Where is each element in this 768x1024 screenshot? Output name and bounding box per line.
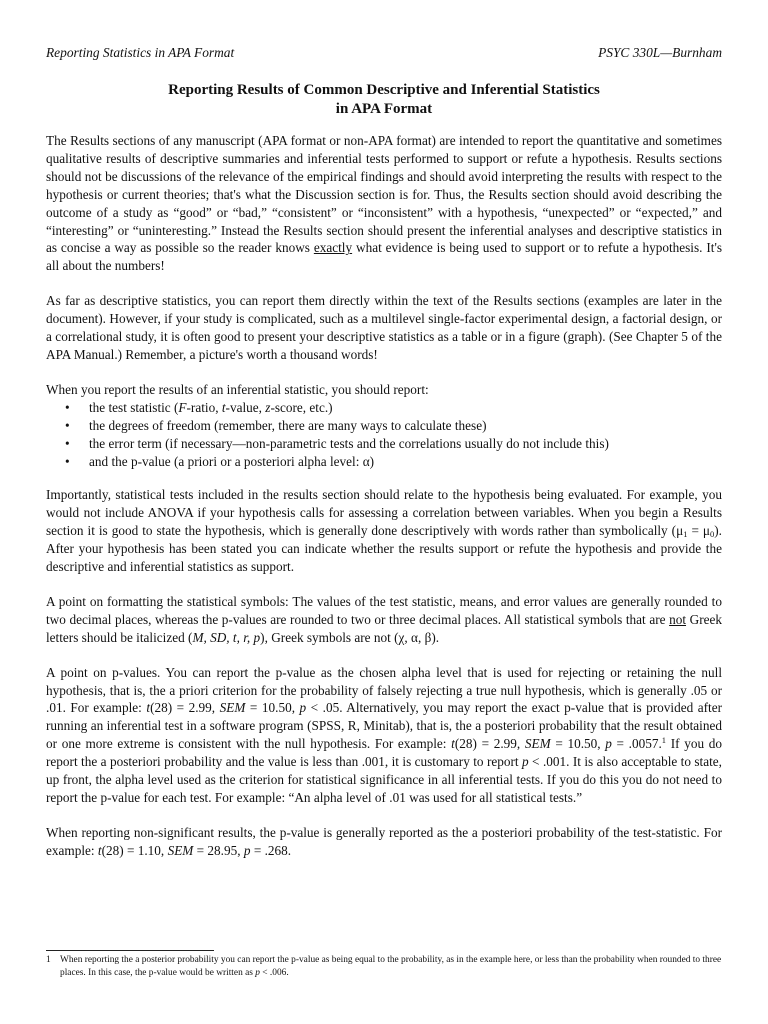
- footnote-text: [46, 954, 722, 979]
- text-span: A point on formatting the statistical symbols: The values of the test statistic, means, and error values are generally rounded to two decimal places, whereas the p-values are rounded to two or three decimal places. All statistical symbols that are: [46, 593, 722, 627]
- symbol-italic: SEM: [524, 736, 551, 752]
- symbol-italic: p: [255, 967, 260, 978]
- text-span: = 10.50,: [245, 700, 300, 716]
- symbol-italic: p: [299, 700, 307, 716]
- text-span: (28) = 1.10,: [101, 842, 168, 858]
- running-header: [46, 44, 722, 62]
- header-left: Reporting Statistics in APA Format: [46, 45, 235, 60]
- symbol-italic: p: [522, 754, 529, 770]
- text-span: the test statistic (: [89, 399, 179, 415]
- title-line-2: in APA Format: [335, 101, 433, 117]
- list-item: • the error term (if necessary—non-parametric tests and the correlations usually do not include this): [46, 435, 722, 453]
- text-span: ), Greek symbols are not (χ, α, β).: [260, 629, 440, 645]
- text-span: The Results sections of any manuscript (APA format or non-APA format) are intended to report the quantitative and sometimes qualitative results of descriptive summaries and inferential tests performed to support or refute a hypothesis. Results sections should not be discussions of the relevance of the empirical findings and should avoid interpreting the results with respect to the hypothesis or current theories; that's what the Discussion section is for. Thus, the Results section should avoid describing the outcome of a study as “good” or “bad,” “consistent” or “inconsistent” with a hypothesis, “unexpected” or “expected,” and “interesting” or “uninteresting.” Instead the Results section should present the inferential analyses and descriptive statistics in as concise a way as possible so the reader knows: [46, 133, 722, 256]
- text-span: = 28.95,: [193, 842, 244, 858]
- text-span: A point on p-values. You can report the p-value as the chosen alpha level that is used for rejecting or retaining the null hypothesis, that is, the a priori criterion for the probability of falsely rejecting a true null hypothesis, which is generally .05 or .01. For example:: [46, 664, 722, 716]
- footnote: [46, 954, 722, 979]
- list-item: [46, 399, 722, 417]
- symbol-italic: t: [451, 736, 455, 752]
- paragraph-descriptive-statistics: As far as descriptive statistics, you can report them directly within the text of the Results sections (examples are later in the document). However, if your study is complicated, such as a multilevel single-factor experimental design, a factorial design, or a correlational study, it is often good to present your descriptive statistics as a table or in a figure (graph). (See Chapter 5 of the APA Manual.) Remember, a picture's worth a thousand words!: [46, 293, 722, 362]
- text-span: Importantly, statistical tests included in the results section should relate to the hypothesis being evaluated. For example, you would not include ANOVA if your hypothesis calls for assessing a correlation between variables. When you begin a Results section it is good to state the hypothesis, which is generally done descriptively with words rather than symbolically (μ: [46, 487, 722, 539]
- footnote-divider: [46, 950, 214, 951]
- list-item: • the degrees of freedom (remember, there are many ways to calculate these): [46, 417, 722, 435]
- list-item: • and the p-value (a priori or a posteriori alpha level: α): [46, 453, 722, 471]
- symbol-italic: M, SD, t, r, p: [192, 629, 261, 645]
- text-span: what evidence is being used to support or to refute a hypothesis. It's all about the numbers!: [46, 240, 722, 274]
- symbol-italic: p: [605, 736, 612, 752]
- text-span: (28) = 2.99,: [150, 700, 220, 716]
- document-page: [46, 44, 722, 860]
- text-span: < .05. Alternatively, you may report the exact p-value that is provided after running an inferential test in a software program (SPSS, R, Minitab), that is, the a posteriori probability that the result obtained or one more extreme is consistent with the null hypothesis. For example:: [46, 700, 722, 752]
- text-span: = .268.: [250, 842, 292, 858]
- symbol-italic: F: [178, 399, 187, 415]
- symbol-italic: t: [221, 399, 226, 415]
- text-span: (28) = 2.99,: [454, 736, 525, 752]
- text-span: = μ: [687, 523, 711, 539]
- report-items-list: [46, 399, 722, 471]
- text-span: -score, etc.): [270, 399, 333, 415]
- paragraph-hypothesis: [46, 486, 722, 576]
- symbol-italic: p: [243, 842, 251, 858]
- symbol-italic: z: [265, 399, 271, 415]
- symbol-italic: SEM: [219, 700, 246, 716]
- document-title: [46, 81, 722, 119]
- text-span: Greek letters should be italicized (: [46, 611, 722, 645]
- title-line-1: Reporting Results of Common Descriptive and Inferential Statistics: [168, 82, 600, 98]
- paragraph-inferential-intro: When you report the results of an inferential statistic, you should report:: [46, 381, 429, 397]
- paragraph-symbol-formatting: [46, 593, 722, 647]
- text-span: ). After your hypothesis has been stated you can indicate whether the results support or refute the hypothesis and provide the descriptive and inferential statistics as support.: [46, 523, 722, 575]
- paragraph-non-significant: [46, 824, 722, 860]
- text-span: = 10.50,: [550, 736, 606, 752]
- text-span: -value,: [225, 399, 266, 415]
- symbol-italic: t: [97, 842, 102, 858]
- text-span: When reporting the a posterior probability you can report the p-value as being equal to the probability, as in the example here, or less than the probability when rounded to three places. In this case, the p-value would be written as: [60, 955, 722, 978]
- subscript: 1: [683, 529, 688, 540]
- emphasis-exactly: exactly: [313, 240, 353, 256]
- subscript: 0: [710, 529, 715, 540]
- footnote-number: 1: [46, 955, 51, 965]
- text-span: -ratio,: [186, 399, 222, 415]
- header-right: PSYC 330L—Burnham: [598, 45, 722, 60]
- paragraph-results-purpose: [46, 132, 722, 275]
- symbol-italic: SEM: [167, 842, 194, 858]
- text-span: If you do report the a posteriori probability and the value is less than .001, it is customary to report: [46, 736, 722, 770]
- paragraph-p-values: [46, 664, 722, 807]
- footnote-reference[interactable]: 1: [661, 735, 667, 746]
- emphasis-not: not: [669, 611, 687, 627]
- symbol-italic: t: [146, 700, 151, 716]
- text-span: < .006.: [259, 967, 289, 978]
- text-span: < .001. It is also acceptable to state, up front, the alpha level used as the criterion for statistical significance in all inferential tests. If you do this you do not need to report the p-value for each test. For example: “An alpha level of .01 was used for all statistical tests.”: [46, 754, 722, 805]
- text-span: = .0057.: [611, 736, 662, 752]
- text-span: When reporting non-significant results, the p-value is generally reported as the a posteriori probability of the test-statistic. For example:: [46, 824, 722, 858]
